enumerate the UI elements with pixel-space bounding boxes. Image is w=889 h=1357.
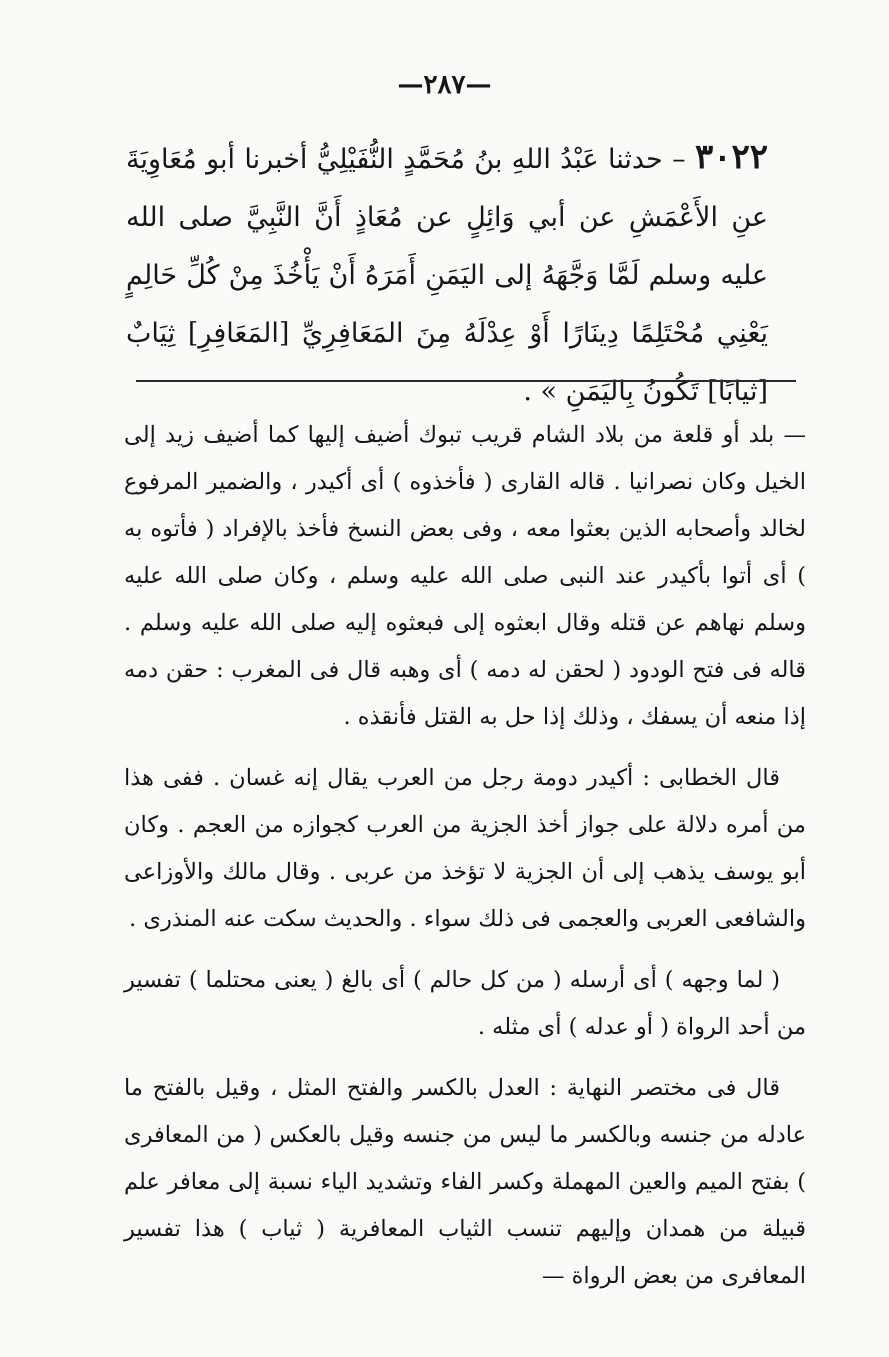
commentary-paragraph: — بلد أو قلعة من بلاد الشام قريب تبوك أضيف إليها كما أضيف زيد إلى الخيل وكان نصرانيا . قاله القارى ( فأخذوه ) أى أكيدر ، والضمير المرفوع لخالد وأصحابه الذين بعثوا معه ، وفى بعض النسخ فأخذ بالإفراد ( فأتوه به ) أى أتوا بأكيدر عند النبى صلى الله عليه وسلم ، وكان صلى الله عليه وسلم نهاهم عن قتله وقال ابعثوه إلى فبعثوه إليه صلى الله عليه وسلم . قاله فى فتح الودود ( لحقن له دمه ) أى وهبه قال فى المغرب : حقن دمه إذا منعه أن يسفك ، وذلك إذا حل به القتل فأنقذه .: [124, 422, 806, 730]
page-number: —٢٨٧—: [397, 70, 492, 100]
commentary-section: [124, 412, 806, 1314]
commentary-paragraph: ( لما وجهه ) أى أرسله ( من كل حالم ) أى بالغ ( يعنى محتلما ) تفسير من أحد الرواة ( أو عدله ) أى مثله .: [124, 967, 806, 1040]
commentary-paragraph: قال الخطابى : أكيدر دومة رجل من العرب يقال إنه غسان . ففى هذا من أمره دلالة على جواز أخذ الجزية من العرب كجوازه من العجم . وكان أبو يوسف يذهب إلى أن الجزية لا تؤخذ من عربى . وقال مالك والأوزاعى والشافعى العربى والعجمى فى ذلك سواء . والحديث سكت عنه المنذرى .: [124, 765, 806, 932]
hadith-number: ٣٠٢٢: [694, 137, 768, 177]
hadith-block: [126, 128, 768, 421]
commentary-paragraph: قال فى مختصر النهاية : العدل بالكسر والفتح المثل ، وقيل بالفتح ما عادله من جنسه وبالكسر ما ليس من جنسه وقيل بالعكس ( من المعافرى ) بفتح الميم والعين المهملة وكسر الفاء وتشديد الياء نسبة إلى معافر علم قبيلة من همدان وإليهم تنسب الثياب المعافرية ( ثياب ) هذا تفسير المعافرى من بعض الرواة —: [124, 1075, 806, 1289]
footnote-divider: [136, 380, 796, 382]
hadith-text: – حدثنا عَبْدُ اللهِ بنُ مُحَمَّدٍ النُّفَيْلِيُّ أخبرنا أبو مُعَاوِيَةَ عنِ الأَعْمَشِ عن أبي وَائِلٍ عن مُعَاذٍ أَنَّ النَّبِيَّ صلى الله عليه وسلم لَمَّا وَجَّهَهُ إلى اليَمَنِ أَمَرَهُ أَنْ يَأْخُذَ مِنْ كُلِّ حَالِمٍ يَعْنِي مُحْتَلِمًا دِينَارًا أَوْ عِدْلَهُ مِنَ المَعَافِرِيِّ [المَعَافِرِ] ثِيَابٌ [ثيابًا] تَكُونُ بِاليَمَنِ » .: [126, 144, 768, 407]
